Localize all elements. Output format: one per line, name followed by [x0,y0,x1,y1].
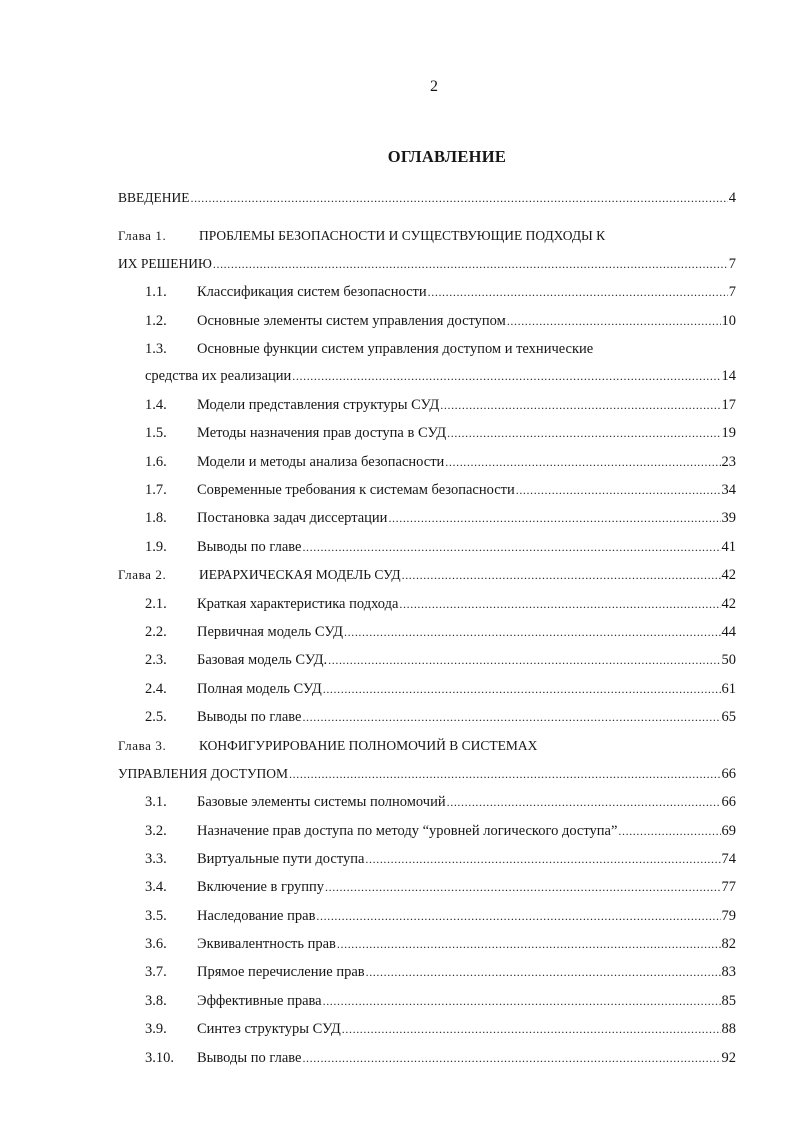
toc-chapter-1[interactable] [118,254,736,274]
section-title: Классификация систем безопасности [197,284,427,300]
toc-entry-page: 7 [728,284,736,300]
dot-leader [618,821,720,841]
section-title: Современные требования к системам безопасности [197,482,515,498]
toc-entry-page: 88 [721,1021,736,1037]
section-title: Основные элементы систем управления доступом [197,313,506,329]
toc-entry-intro[interactable] [118,188,736,208]
section-number: 1.6. [145,454,167,470]
section-title-cont: средства их реализации [145,368,292,384]
dot-leader [190,188,727,208]
section-title: Выводы по главе [197,1050,302,1066]
toc-chapter-1-heading[interactable] [118,226,736,246]
dot-leader [516,480,721,500]
toc-entry-page: 4 [728,190,736,206]
section-title: Наследование прав [197,908,316,924]
toc-section-1-7[interactable] [145,480,736,500]
toc-entry-page: 23 [721,454,736,470]
section-title: Постановка задач диссертации [197,510,388,526]
dot-leader [302,707,720,727]
toc-entry-page: 19 [721,425,736,441]
chapter-title: КОНФИГУРИРОВАНИЕ ПОЛНОМОЧИЙ В СИСТЕМАХ [199,738,538,753]
chapter-number: Глава 3. [118,738,167,753]
toc-entry-page: 92 [721,1050,736,1066]
toc-section-3-10[interactable] [145,1048,736,1068]
section-number: 1.2. [145,313,167,329]
toc-entry-page: 69 [721,823,736,839]
dot-leader [447,792,721,812]
chapter-title-cont: ИХ РЕШЕНИЮ [118,256,212,271]
section-title: Включение в группу [197,879,325,895]
section-title: Эквивалентность прав [197,936,336,952]
toc-section-3-3[interactable] [145,849,736,869]
toc-entry-page: 41 [721,539,736,555]
dot-leader [440,395,720,415]
section-number: 3.2. [145,823,167,839]
section-title: Полная модель СУД [197,681,322,697]
chapter-title-cont: УПРАВЛЕНИЯ ДОСТУПОМ [118,766,289,781]
dot-leader [328,650,720,670]
toc-entry-page: 66 [721,766,736,782]
toc-entry-page: 10 [721,313,736,329]
toc-section-1-3-heading[interactable] [145,339,736,359]
section-number: 3.8. [145,993,167,1009]
section-title: Основные функции систем управления доступом и технические [197,341,594,357]
section-number: 1.3. [145,341,167,357]
toc-section-1-5[interactable] [145,423,736,443]
toc-entry-page: 74 [721,851,736,867]
dot-leader [507,311,721,331]
toc-section-2-1[interactable] [145,594,736,614]
dot-leader [302,537,720,557]
dot-leader [323,679,721,699]
section-number: 3.3. [145,851,167,867]
section-number: 3.10. [145,1050,174,1066]
toc-entry-page: 50 [721,652,736,668]
toc-section-1-4[interactable] [145,395,736,415]
toc-section-1-1[interactable] [145,282,736,302]
section-title: Модели и методы анализа безопасности [197,454,445,470]
toc-section-3-4[interactable] [145,877,736,897]
toc-entry-page: 42 [721,596,736,612]
dot-leader [292,366,720,386]
dot-leader [323,991,721,1011]
section-title: Первичная модель СУД [197,624,344,640]
dot-leader [344,622,720,642]
section-number: 3.7. [145,964,167,980]
page-title: ОГЛАВЛЕНИЕ [387,147,507,166]
section-title: Виртуальные пути доступа [197,851,365,867]
toc-entry-page: 66 [721,794,736,810]
toc-entry-page: 7 [728,256,736,272]
section-number: 1.1. [145,284,167,300]
dot-leader [445,452,720,472]
toc-section-2-5[interactable] [145,707,736,727]
toc-section-2-2[interactable] [145,622,736,642]
section-number: 3.9. [145,1021,167,1037]
section-number: 2.2. [145,624,167,640]
toc-entry-page: 14 [721,368,736,384]
section-number: 3.1. [145,794,167,810]
toc-entry-page: 44 [721,624,736,640]
chapter-number: Глава 2. [118,567,167,582]
toc-section-2-3[interactable] [145,650,736,670]
section-number: 1.5. [145,425,167,441]
section-number: 3.6. [145,936,167,952]
page-number: 2 [430,78,438,95]
toc-section-1-6[interactable] [145,452,736,472]
toc-chapter-3[interactable] [118,764,736,784]
section-number: 1.4. [145,397,167,413]
toc-entry-page: 82 [721,936,736,952]
section-number: 2.1. [145,596,167,612]
section-title: Прямое перечисление прав [197,964,365,980]
dot-leader [366,962,721,982]
toc-entry-page: 39 [721,510,736,526]
section-title: Выводы по главе [197,709,302,725]
toc-entry-title: ВВЕДЕНИЕ [118,190,190,205]
toc-entry-page: 85 [721,993,736,1009]
section-number: 2.5. [145,709,167,725]
toc-section-3-8[interactable] [145,991,736,1011]
section-title: Эффективные права [197,993,322,1009]
chapter-title: ПРОБЛЕМЫ БЕЗОПАСНОСТИ И СУЩЕСТВУЮЩИЕ ПОДХОДЫ К [199,228,606,243]
section-number: 1.8. [145,510,167,526]
dot-leader [302,1048,720,1068]
dot-leader [365,849,720,869]
section-number: 1.7. [145,482,167,498]
dot-leader [337,934,721,954]
dot-leader [316,906,720,926]
dot-leader [447,423,720,443]
section-title: Базовые элементы системы полномочий [197,794,446,810]
toc-entry-page: 79 [721,908,736,924]
toc-chapter-2[interactable] [118,565,736,585]
section-title: Выводы по главе [197,539,302,555]
section-title: Базовая модель СУД. [197,652,328,668]
toc-section-3-9[interactable] [145,1019,736,1039]
toc-chapter-3-heading[interactable] [118,736,736,756]
toc-section-3-7[interactable] [145,962,736,982]
toc-section-3-2[interactable] [145,821,736,841]
dot-leader [399,594,720,614]
toc-section-3-6[interactable] [145,934,736,954]
toc-entry-page: 83 [721,964,736,980]
chapter-title: ИЕРАРХИЧЕСКАЯ МОДЕЛЬ СУД [199,567,401,582]
toc-section-1-3[interactable] [145,366,736,386]
section-number: 1.9. [145,539,167,555]
toc-entry-page: 77 [721,879,736,895]
toc-section-3-5[interactable] [145,906,736,926]
toc-entry-page: 61 [721,681,736,697]
section-title: Модели представления структуры СУД [197,397,440,413]
toc-entry-page: 34 [721,482,736,498]
section-title: Синтез структуры СУД [197,1021,341,1037]
section-number: 3.4. [145,879,167,895]
dot-leader [289,764,720,784]
toc-entry-page: 42 [721,567,736,583]
dot-leader [213,254,728,274]
section-number: 2.4. [145,681,167,697]
section-title: Краткая характеристика подхода [197,596,399,612]
dot-leader [428,282,728,302]
toc-section-3-1[interactable] [145,792,736,812]
toc-entry-page: 17 [721,397,736,413]
section-title: Назначение прав доступа по методу “уровней логического доступа” [197,823,618,839]
dot-leader [388,508,720,528]
section-number: 3.5. [145,908,167,924]
section-number: 2.3. [145,652,167,668]
toc-section-1-2[interactable] [145,311,736,331]
dot-leader [342,1019,721,1039]
dot-leader [402,565,721,585]
toc-section-1-8[interactable] [145,508,736,528]
toc-entry-page: 65 [721,709,736,725]
toc-section-2-4[interactable] [145,679,736,699]
section-title: Методы назначения прав доступа в СУД [197,425,447,441]
chapter-number: Глава 1. [118,228,167,243]
dot-leader [325,877,720,897]
toc-section-1-9[interactable] [145,537,736,557]
